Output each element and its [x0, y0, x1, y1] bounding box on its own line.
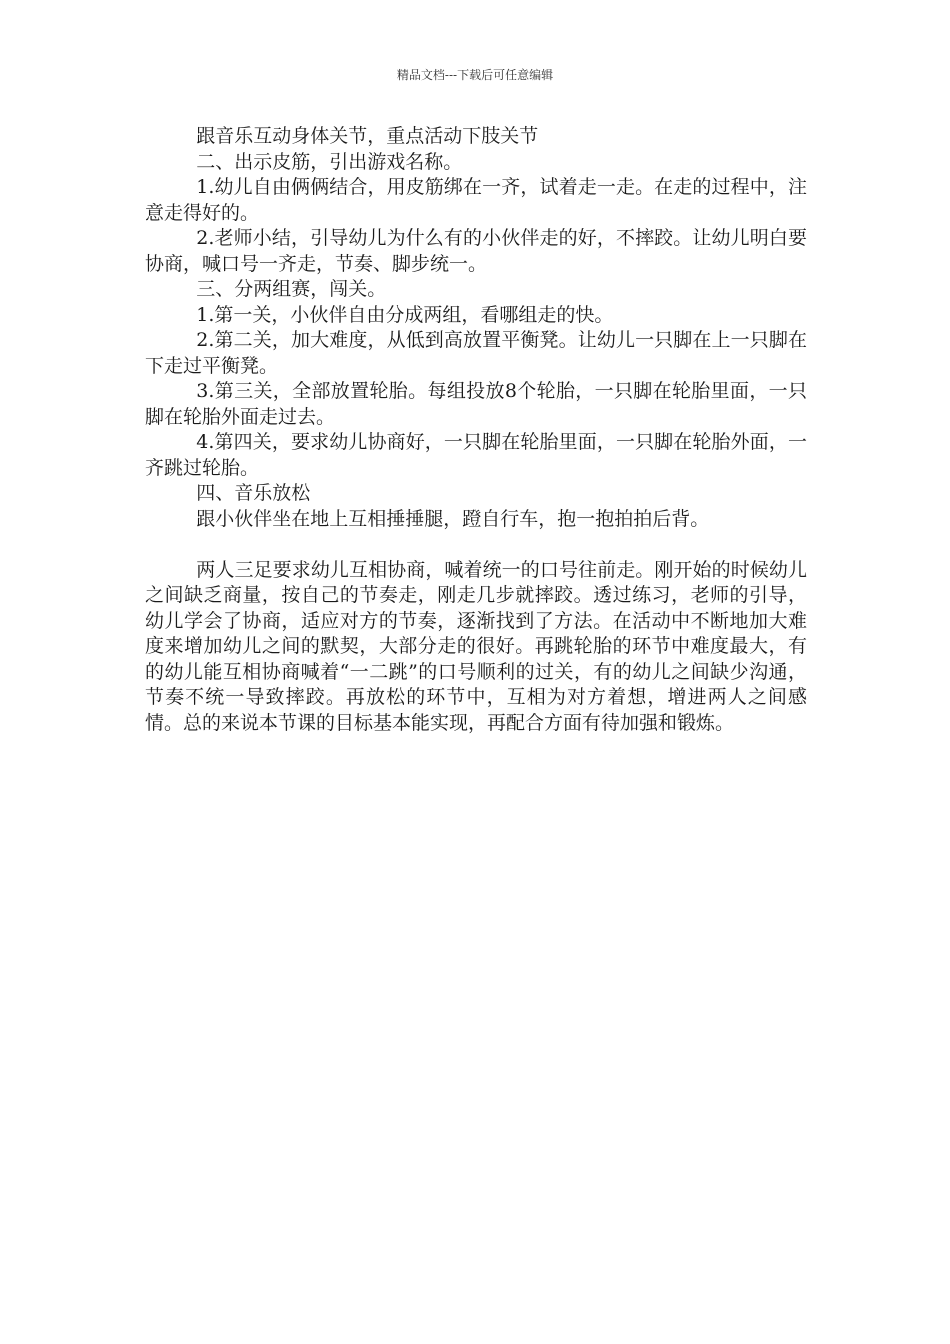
- document-body: [145, 124, 807, 736]
- blank-line: [145, 532, 807, 558]
- paragraph-warmup: 跟音乐互动身体关节，重点活动下肢关节: [196, 125, 539, 147]
- section-heading-three: 三、分两组赛，闯关。: [196, 278, 387, 300]
- section-heading-two: 二、出示皮筋，引出游戏名称。: [196, 150, 463, 173]
- paragraph-step-1: 1.幼儿自由俩俩结合，用皮筋绑在一齐，试着走一走。在走的过程中，注意走得好的。: [145, 176, 807, 224]
- paragraph-level-4: 4.第四关，要求幼儿协商好，一只脚在轮胎里面，一只脚在轮胎外面，一齐跳过轮胎。: [145, 431, 807, 479]
- paragraph-relax: 跟小伙伴坐在地上互相捶捶腿，蹬自行车，抱一抱拍拍后背。: [196, 507, 710, 530]
- paragraph-step-2: 2.老师小结，引导幼儿为什么有的小伙伴走的好，不摔跤。让幼儿明白要协商，喊口号一齐走，节奏、脚步统一。: [145, 227, 807, 275]
- section-heading-four: 四、音乐放松: [196, 482, 311, 504]
- paragraph-level-2: 2.第二关，加大难度，从低到高放置平衡凳。让幼儿一只脚在上一只脚在下走过平衡凳。: [145, 329, 807, 377]
- paragraph-level-3: 3.第三关，全部放置轮胎。每组投放8个轮胎，一只脚在轮胎里面，一只脚在轮胎外面走过去。: [145, 380, 807, 428]
- page-header: 精品文档---下载后可任意编辑: [396, 68, 554, 82]
- paragraph-reflection: 两人三足要求幼儿互相协商，喊着统一的口号往前走。刚开始的时候幼儿之间缺乏商量，按自己的节奏走，刚走几步就摔跤。透过练习，老师的引导，幼儿学会了协商，适应对方的节奏，逐渐找到了方法。在活动中不断地加大难度来增加幼儿之间的默契，大部分走的很好。再跳轮胎的环节中难度最大，有的幼儿能互相协商喊着“一二跳”的口号顺利的过关，有的幼儿之间缺少沟通，节奏不统一导致摔跤。再放松的环节中，互相为对方着想，增进两人之间感情。总的来说本节课的目标基本能实现，再配合方面有待加强和锻炼。: [145, 558, 807, 734]
- paragraph-level-1: 1.第一关，小伙伴自由分成两组，看哪组走的快。: [196, 303, 614, 326]
